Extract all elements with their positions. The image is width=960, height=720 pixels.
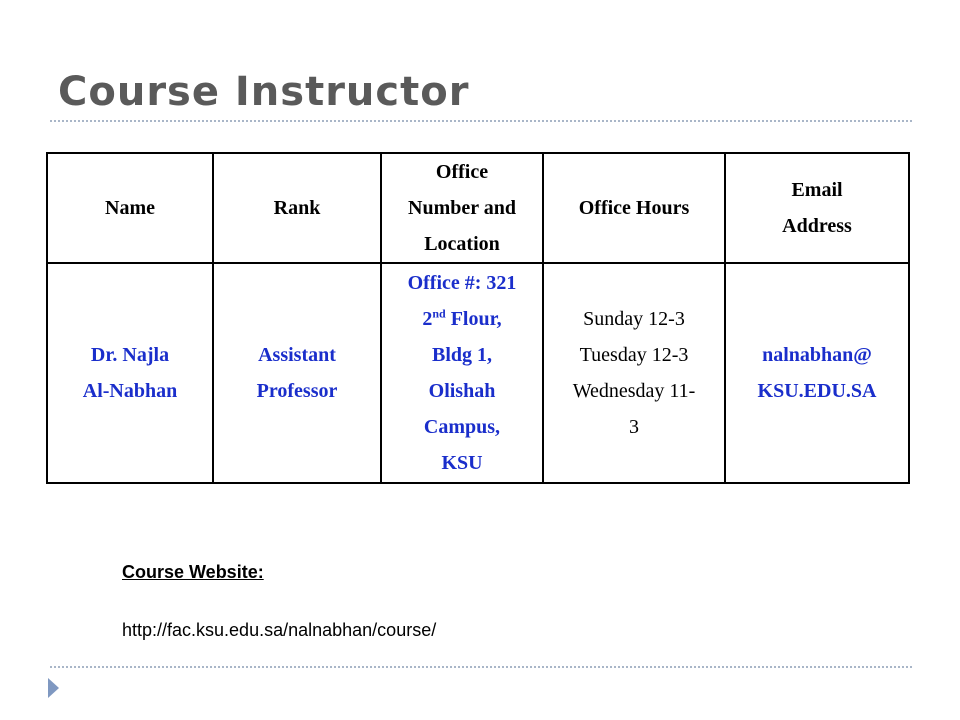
header-email	[725, 153, 909, 263]
rank-line: Professor	[256, 380, 338, 402]
cell-office-hours	[543, 263, 725, 483]
office-line: Olishah	[428, 380, 496, 402]
cell-rank	[213, 263, 381, 483]
header-office	[381, 153, 543, 263]
hours-line: Sunday 12-3	[583, 308, 685, 330]
title-divider	[50, 120, 912, 122]
office-line: Office #: 321	[407, 272, 517, 294]
course-website-url[interactable]: http://fac.ksu.edu.sa/nalnabhan/course/	[122, 620, 437, 640]
header-office-hours: Office Hours	[543, 153, 725, 263]
rank-line: Assistant	[258, 344, 336, 366]
office-line: Campus,	[423, 416, 501, 438]
name-line: Dr. Najla	[90, 344, 170, 366]
hours-line: 3	[629, 416, 639, 438]
hours-line: Wednesday 11-	[572, 380, 696, 402]
footer-divider	[50, 666, 912, 668]
header-office-line: Number and	[408, 197, 516, 219]
office-floor-line	[386, 301, 538, 337]
office-line: KSU	[441, 452, 483, 474]
table-header-row	[47, 153, 909, 263]
cell-email	[725, 263, 909, 483]
triangle-right-icon	[48, 678, 59, 698]
cell-instructor-name	[47, 263, 213, 483]
floor-number: 2	[422, 308, 433, 330]
cell-office-location	[381, 263, 543, 483]
table-row	[47, 263, 909, 483]
header-office-line: Location	[424, 233, 500, 255]
header-office-line: Office	[435, 161, 489, 183]
name-line: Al-Nabhan	[82, 380, 178, 402]
header-name: Name	[47, 153, 213, 263]
page-title: Course Instructor	[58, 69, 470, 115]
instructor-table	[46, 152, 910, 484]
hours-line: Tuesday 12-3	[579, 344, 689, 366]
header-email-line: Address	[782, 215, 852, 237]
floor-ordinal: nd	[432, 306, 446, 321]
header-rank: Rank	[213, 153, 381, 263]
email-line: nalnabhan@	[762, 344, 872, 366]
course-website-label: Course Website:	[122, 562, 264, 582]
email-line: KSU.EDU.SA	[757, 380, 877, 402]
header-email-line: Email	[791, 179, 843, 201]
office-line: Bldg 1,	[431, 344, 493, 366]
floor-text: Flour,	[445, 308, 502, 330]
